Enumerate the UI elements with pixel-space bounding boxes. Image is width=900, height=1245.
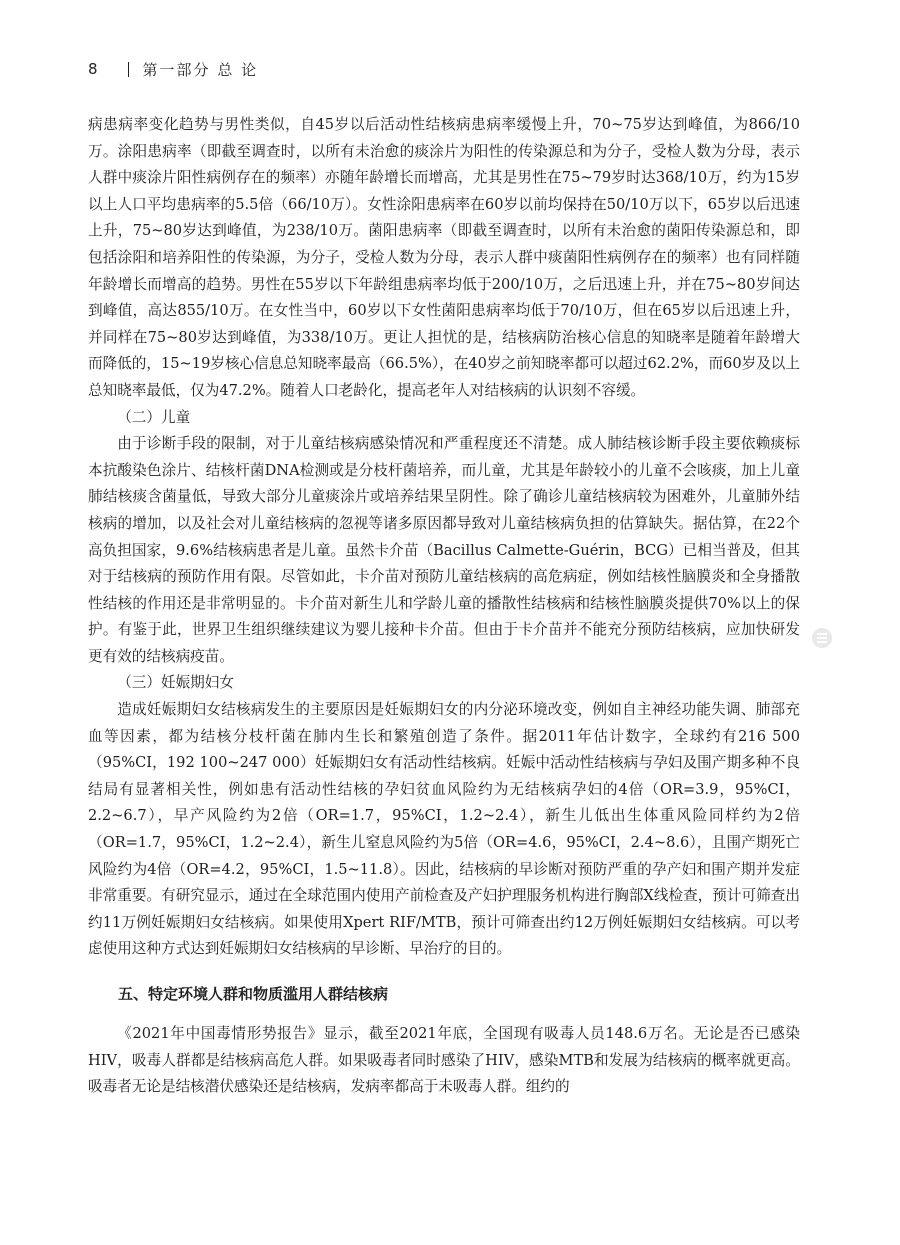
heading-children: （二）儿童	[117, 408, 191, 426]
paragraph-intro: 病患病率变化趋势与男性类似，自45岁以后活动性结核病患病率缓慢上升，70~75岁达到峰值，为866/10万。涂阳患病率（即截至调查时，以所有未治愈的痰涂片为阳性的传染源总和为分子，受检人数为分母，表示人群中痰涂片阳性病例存在的频率）亦随年龄增长而增高，尤其是男性在75~79岁时达368/10万，约为15岁以上人口平均患病率的5.5倍（66/10万）。女性涂阳患病率在60岁以前均保持在50/10万以下，65岁以后迅速上升，75~80岁达到峰值，为238/10万。菌阳患病率（即截至调查时，以所有未治愈的菌阳传染源总和，即包括涂阳和培养阳性的传染源，为分子，受检人数为分母，表示人群中痰菌阳性病例存在的频率）也有同样随年龄增长而增高的趋势。男性在55岁以下年龄组患病率均低于200/10万，之后迅速上升，并在75~80岁间达到峰值，高达855/10万。在女性当中，60岁以下女性菌阳患病率均低于70/10万，但在65岁以后迅速上升，并同样在75~80岁达到峰值，为338/10万。更让人担忧的是，结核病防治核心信息的知晓率是随着年龄增大而降低的，15~19岁核心信息总知晓率最高（66.5%），在40岁之前知晓率都可以超过62.2%，而60岁及以上总知晓率最低，仅为47.2%。随着人口老龄化，提高老年人对结核病的认识刻不容缓。	[88, 116, 800, 399]
section-heading-5: 五、特定环境人群和物质滥用人群结核病	[118, 985, 389, 1003]
paragraph-children: 由于诊断手段的限制，对于儿童结核病感染情况和严重程度还不清楚。成人肺结核诊断手段主要依赖痰标本抗酸染色涂片、结核杆菌DNA检测或是分枝杆菌培养，而儿童，尤其是年龄较小的儿童不会咳痰，加上儿童肺结核痰含菌量低，导致大部分儿童痰涂片或培养结果呈阴性。除了确诊儿童结核病较为困难外，儿童肺外结核病的增加，以及社会对儿童结核病的忽视等诸多原因都导致对儿童结核病负担的估算缺失。据估算，在22个高负担国家，9.6%结核病患者是儿童。虽然卡介苗（Bacillus Calmette-Guérin，BCG）已相当普及，但其对于结核病的预防作用有限。尽管如此，卡介苗对预防儿童结核病的高危病症，例如结核性脑膜炎和全身播散性结核的作用还是非常明显的。卡介苗对新生儿和学龄儿童的播散性结核病和结核性脑膜炎提供70%以上的保护。有鉴于此，世界卫生组织继续建议为婴儿接种卡介苗。但由于卡介苗并不能充分预防结核病，应加快研发更有效的结核病疫苗。	[88, 435, 800, 665]
page-number: 8	[88, 60, 98, 78]
header-divider	[128, 62, 129, 77]
paragraph-drug-users: 《2021年中国毒情形势报告》显示，截至2021年底，全国现有吸毒人员148.6万名。无论是否已感染HIV，吸毒人群都是结核病高危人群。如果吸毒者同时感染了HIV，感染MTB和发展为结核病的概率就更高。吸毒者无论是结核潜伏感染还是结核病，发病率都高于未吸毒人群。组约的	[88, 1025, 800, 1096]
running-header	[88, 58, 258, 80]
side-bookmark-icon	[812, 628, 832, 648]
heading-pregnant-women: （三）妊娠期妇女	[117, 674, 234, 692]
header-title: 第一部分 总 论	[142, 60, 259, 79]
paragraph-pregnant-women: 造成妊娠期妇女结核病发生的主要原因是妊娠期妇女的内分泌环境改变，例如自主神经功能失调、肺部充血等因素，都为结核分枝杆菌在肺内生长和繁殖创造了条件。据2011年估计数字，全球约有216 500（95%CI，192 100~247 000）妊娠期妇女有活动性结核病。妊娠中活动性结核病与孕妇及围产期多种不良结局有显著相关性，例如患有活动性结核的孕妇贫血风险约为无结核病孕妇的4倍（OR=3.9，95%CI，2.2~6.7），早产风险约为2倍（OR=1.7，95%CI，1.2~2.4），新生儿低出生体重风险同样约为2倍（OR=1.7，95%CI，1.2~2.4），新生儿窒息风险约为5倍（OR=4.6，95%CI，2.4~8.6），且围产期死亡风险约为4倍（OR=4.2，95%CI，1.5~11.8）。因此，结核病的早诊断对预防严重的孕产妇和围产期并发症非常重要。有研究显示，通过在全球范围内使用产前检查及产妇护理服务机构进行胸部X线检查，预计可筛查出约11万例妊娠期妇女结核病。如果使用Xpert RIF/MTB，预计可筛查出约12万例妊娠期妇女结核病。可以考虑使用这种方式达到妊娠期妇女结核病的早诊断、早治疗的目的。	[88, 701, 801, 958]
page-body	[88, 112, 800, 1101]
